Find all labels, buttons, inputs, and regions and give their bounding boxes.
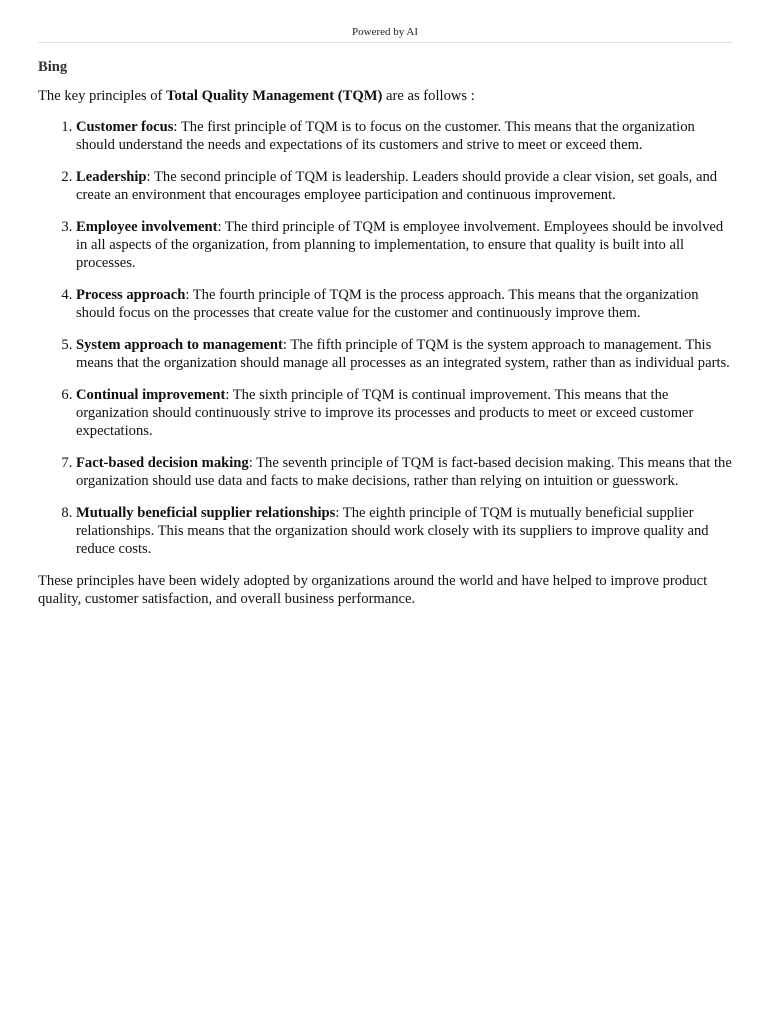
intro-after: are as follows : [382, 88, 475, 104]
principle-text: : The seventh principle of TQM is fact-based decision making. This means that the organization should use data and facts to make decisions, rather than relying on intuition or guesswork. [76, 455, 732, 489]
principle-title: Mutually beneficial supplier relationships [76, 505, 336, 521]
list-item [76, 218, 736, 272]
principle-title: Leadership [76, 169, 147, 185]
principle-text: : The third principle of TQM is employee involvement. Employees should be involved in all aspects of the organization, from planning to implementation, to ensure that quality is built into all processes. [76, 219, 724, 271]
list-item [76, 336, 736, 372]
intro-bold: Total Quality Management (TQM) [166, 88, 383, 104]
principle-title: Process approach [76, 287, 186, 303]
list-item [76, 168, 736, 204]
principle-title: Customer focus [76, 119, 174, 135]
list-item [76, 386, 736, 440]
source-label: Bing [38, 59, 68, 75]
principle-text: : The second principle of TQM is leadership. Leaders should provide a clear vision, set goals, and create an environment that encourages employee participation and continuous improvement. [76, 169, 718, 203]
list-item [76, 454, 736, 490]
page-header: Powered by AI [38, 26, 732, 43]
principle-text: : The first principle of TQM is to focus on the customer. This means that the organization should understand the needs and expectations of its customers and strive to meet or exceed them. [76, 119, 695, 153]
principle-title: Fact-based decision making [76, 455, 249, 471]
list-item [76, 286, 736, 322]
list-item [76, 504, 736, 558]
intro-before: The key principles of [38, 88, 167, 104]
principle-text: : The fifth principle of TQM is the system approach to management. This means that the organization should manage all processes as an integrated system, rather than as individual parts. [76, 337, 730, 371]
principle-title: Employee involvement [76, 219, 218, 235]
principle-text: : The fourth principle of TQM is the process approach. This means that the organization should focus on the processes that create value for the customer and continuously improve them. [76, 287, 699, 321]
principles-list [38, 118, 736, 558]
principle-text: : The eighth principle of TQM is mutually beneficial supplier relationships. This means that the organization should work closely with its suppliers to improve quality and reduce costs. [76, 505, 709, 557]
list-item [76, 118, 736, 154]
principle-title: Continual improvement [76, 387, 226, 403]
principle-title: System approach to management [76, 337, 283, 353]
conclusion-paragraph: These principles have been widely adopted by organizations around the world and have helped to improve product quality, customer satisfaction, and overall business performance. [38, 573, 708, 607]
answer-content [38, 58, 736, 608]
intro-paragraph [38, 87, 736, 105]
principle-text: : The sixth principle of TQM is continual improvement. This means that the organization should continuously strive to improve its processes and products to meet or exceed customer expectations. [76, 387, 694, 439]
